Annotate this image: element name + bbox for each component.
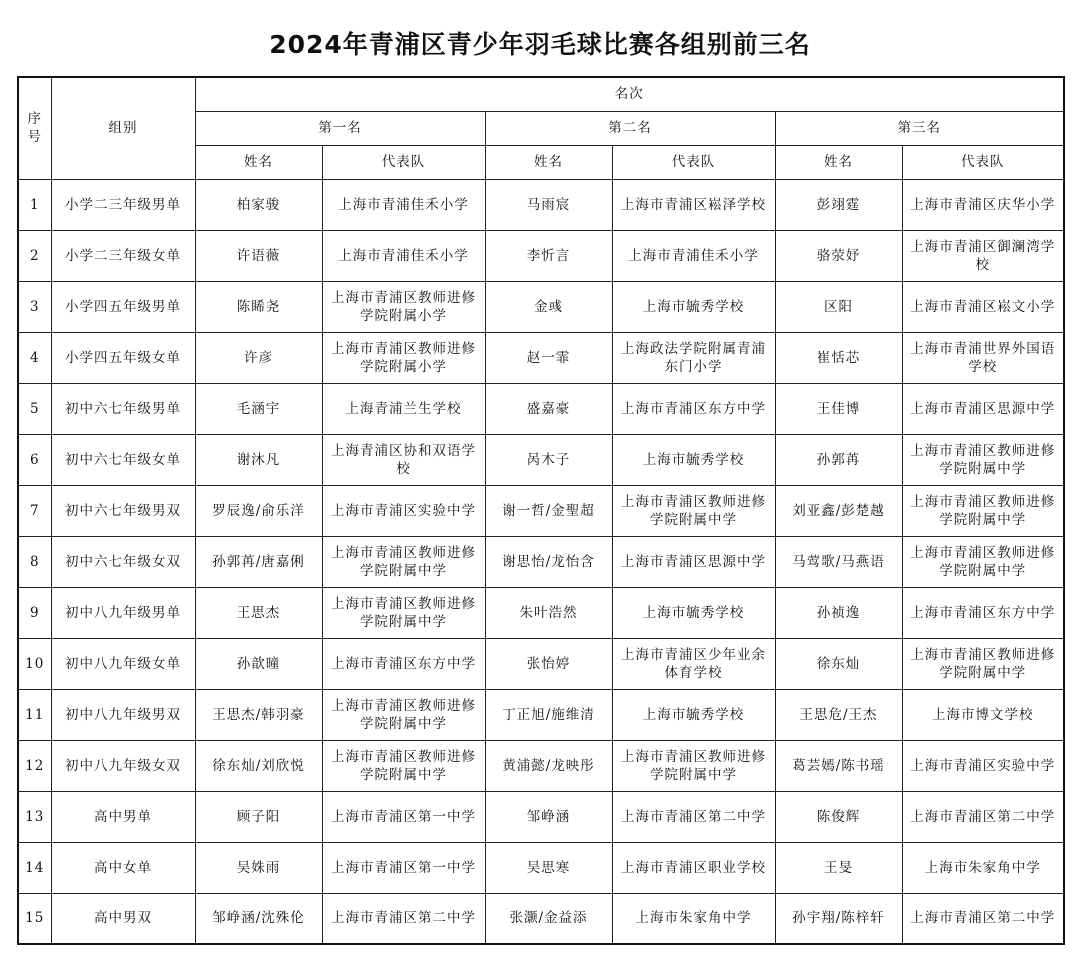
second-name-cell: 张灏/金益添 bbox=[485, 893, 612, 944]
first-team-cell: 上海市青浦区教师进修学院附属中学 bbox=[322, 587, 485, 638]
group-cell: 初中六七年级女双 bbox=[51, 536, 195, 587]
seq-cell: 2 bbox=[18, 230, 51, 281]
second-team-cell: 上海市毓秀学校 bbox=[612, 689, 775, 740]
first-name-cell: 王思杰 bbox=[195, 587, 322, 638]
group-cell: 高中女单 bbox=[51, 842, 195, 893]
first-name-cell: 罗辰逸/俞乐洋 bbox=[195, 485, 322, 536]
first-name-cell: 毛涵宇 bbox=[195, 383, 322, 434]
header-team-3: 代表队 bbox=[902, 145, 1064, 179]
second-name-cell: 盛嘉豪 bbox=[485, 383, 612, 434]
third-name-cell: 王思危/王杰 bbox=[775, 689, 902, 740]
seq-cell: 14 bbox=[18, 842, 51, 893]
second-team-cell: 上海市青浦区教师进修学院附属中学 bbox=[612, 485, 775, 536]
first-team-cell: 上海市青浦佳禾小学 bbox=[322, 230, 485, 281]
second-name-cell: 谢思怡/龙怡含 bbox=[485, 536, 612, 587]
first-team-cell: 上海市青浦区教师进修学院附属中学 bbox=[322, 536, 485, 587]
first-name-cell: 许彦 bbox=[195, 332, 322, 383]
seq-cell: 4 bbox=[18, 332, 51, 383]
group-cell: 初中八九年级男双 bbox=[51, 689, 195, 740]
header-second: 第二名 bbox=[485, 111, 775, 145]
second-name-cell: 朱叶浩然 bbox=[485, 587, 612, 638]
seq-cell: 1 bbox=[18, 179, 51, 230]
table-row bbox=[18, 332, 1064, 383]
third-name-cell: 马莺歌/马燕语 bbox=[775, 536, 902, 587]
third-team-cell: 上海市青浦区第二中学 bbox=[902, 893, 1064, 944]
group-cell: 初中八九年级女双 bbox=[51, 740, 195, 791]
seq-cell: 15 bbox=[18, 893, 51, 944]
first-team-cell: 上海市青浦区教师进修学院附属小学 bbox=[322, 281, 485, 332]
third-name-cell: 孙祯逸 bbox=[775, 587, 902, 638]
second-team-cell: 上海市青浦区少年业余体育学校 bbox=[612, 638, 775, 689]
first-team-cell: 上海市青浦区教师进修学院附属中学 bbox=[322, 689, 485, 740]
second-name-cell: 黄浦懿/龙映彤 bbox=[485, 740, 612, 791]
header-name-2: 姓名 bbox=[485, 145, 612, 179]
header-name-1: 姓名 bbox=[195, 145, 322, 179]
second-team-cell: 上海市青浦区崧泽学校 bbox=[612, 179, 775, 230]
third-name-cell: 葛芸嫣/陈书瑶 bbox=[775, 740, 902, 791]
group-cell: 初中六七年级男单 bbox=[51, 383, 195, 434]
table-row bbox=[18, 893, 1064, 944]
second-name-cell: 李忻言 bbox=[485, 230, 612, 281]
header-team-2: 代表队 bbox=[612, 145, 775, 179]
seq-cell: 5 bbox=[18, 383, 51, 434]
seq-cell: 6 bbox=[18, 434, 51, 485]
table-row bbox=[18, 740, 1064, 791]
header-row-1 bbox=[18, 77, 1064, 111]
second-name-cell: 谢一哲/金聖超 bbox=[485, 485, 612, 536]
table-row bbox=[18, 842, 1064, 893]
third-team-cell: 上海市青浦区御澜湾学校 bbox=[902, 230, 1064, 281]
third-name-cell: 孙郭苒 bbox=[775, 434, 902, 485]
third-team-cell: 上海市青浦区教师进修学院附属中学 bbox=[902, 485, 1064, 536]
results-body bbox=[18, 179, 1064, 944]
first-team-cell: 上海市青浦区教师进修学院附属小学 bbox=[322, 332, 485, 383]
second-team-cell: 上海市青浦区东方中学 bbox=[612, 383, 775, 434]
first-name-cell: 陈睎尧 bbox=[195, 281, 322, 332]
third-team-cell: 上海市青浦区崧文小学 bbox=[902, 281, 1064, 332]
second-team-cell: 上海市青浦区第二中学 bbox=[612, 791, 775, 842]
first-team-cell: 上海市青浦区第一中学 bbox=[322, 842, 485, 893]
third-name-cell: 刘亚鑫/彭楚越 bbox=[775, 485, 902, 536]
table-row bbox=[18, 434, 1064, 485]
second-team-cell: 上海市青浦区教师进修学院附属中学 bbox=[612, 740, 775, 791]
second-team-cell: 上海市朱家角中学 bbox=[612, 893, 775, 944]
table-row bbox=[18, 230, 1064, 281]
first-name-cell: 柏家骏 bbox=[195, 179, 322, 230]
third-team-cell: 上海市青浦世界外国语学校 bbox=[902, 332, 1064, 383]
third-name-cell: 陈俊辉 bbox=[775, 791, 902, 842]
second-team-cell: 上海市毓秀学校 bbox=[612, 434, 775, 485]
results-table bbox=[17, 76, 1065, 945]
header-group: 组别 bbox=[51, 77, 195, 179]
third-name-cell: 孙宇翔/陈梓轩 bbox=[775, 893, 902, 944]
second-name-cell: 张怡婷 bbox=[485, 638, 612, 689]
second-name-cell: 赵一霏 bbox=[485, 332, 612, 383]
second-team-cell: 上海市青浦区思源中学 bbox=[612, 536, 775, 587]
header-ranking: 名次 bbox=[195, 77, 1064, 111]
second-team-cell: 上海市毓秀学校 bbox=[612, 281, 775, 332]
first-team-cell: 上海市青浦区教师进修学院附属中学 bbox=[322, 740, 485, 791]
second-name-cell: 邹峥涵 bbox=[485, 791, 612, 842]
group-cell: 小学二三年级男单 bbox=[51, 179, 195, 230]
header-first: 第一名 bbox=[195, 111, 485, 145]
first-name-cell: 邹峥涵/沈殊伦 bbox=[195, 893, 322, 944]
first-team-cell: 上海市青浦区第二中学 bbox=[322, 893, 485, 944]
seq-cell: 10 bbox=[18, 638, 51, 689]
third-name-cell: 区阳 bbox=[775, 281, 902, 332]
header-third: 第三名 bbox=[775, 111, 1064, 145]
second-team-cell: 上海政法学院附属青浦东门小学 bbox=[612, 332, 775, 383]
first-name-cell: 孙歆曈 bbox=[195, 638, 322, 689]
first-name-cell: 谢沐凡 bbox=[195, 434, 322, 485]
table-row bbox=[18, 587, 1064, 638]
third-name-cell: 骆荥妤 bbox=[775, 230, 902, 281]
third-name-cell: 崔恬芯 bbox=[775, 332, 902, 383]
first-team-cell: 上海市青浦区东方中学 bbox=[322, 638, 485, 689]
first-name-cell: 许语薇 bbox=[195, 230, 322, 281]
third-name-cell: 王旻 bbox=[775, 842, 902, 893]
first-name-cell: 顾子阳 bbox=[195, 791, 322, 842]
header-name-3: 姓名 bbox=[775, 145, 902, 179]
second-name-cell: 吴思寒 bbox=[485, 842, 612, 893]
group-cell: 小学二三年级女单 bbox=[51, 230, 195, 281]
third-team-cell: 上海市青浦区教师进修学院附属中学 bbox=[902, 434, 1064, 485]
seq-cell: 11 bbox=[18, 689, 51, 740]
third-team-cell: 上海市青浦区东方中学 bbox=[902, 587, 1064, 638]
group-cell: 初中八九年级男单 bbox=[51, 587, 195, 638]
seq-cell: 7 bbox=[18, 485, 51, 536]
second-name-cell: 金彧 bbox=[485, 281, 612, 332]
third-team-cell: 上海市青浦区实验中学 bbox=[902, 740, 1064, 791]
third-team-cell: 上海市青浦区教师进修学院附属中学 bbox=[902, 638, 1064, 689]
table-row bbox=[18, 791, 1064, 842]
third-name-cell: 徐东灿 bbox=[775, 638, 902, 689]
first-team-cell: 上海青浦区协和双语学校 bbox=[322, 434, 485, 485]
first-name-cell: 王思杰/韩羽豪 bbox=[195, 689, 322, 740]
table-row bbox=[18, 689, 1064, 740]
first-team-cell: 上海市青浦区实验中学 bbox=[322, 485, 485, 536]
seq-cell: 9 bbox=[18, 587, 51, 638]
seq-cell: 13 bbox=[18, 791, 51, 842]
third-team-cell: 上海市青浦区思源中学 bbox=[902, 383, 1064, 434]
group-cell: 小学四五年级女单 bbox=[51, 332, 195, 383]
table-row bbox=[18, 536, 1064, 587]
second-team-cell: 上海市青浦佳禾小学 bbox=[612, 230, 775, 281]
third-name-cell: 王佳博 bbox=[775, 383, 902, 434]
first-team-cell: 上海市青浦区第一中学 bbox=[322, 791, 485, 842]
first-team-cell: 上海市青浦佳禾小学 bbox=[322, 179, 485, 230]
table-row bbox=[18, 281, 1064, 332]
second-name-cell: 丁正旭/施维清 bbox=[485, 689, 612, 740]
table-row bbox=[18, 383, 1064, 434]
first-name-cell: 吴姝雨 bbox=[195, 842, 322, 893]
third-name-cell: 彭翊霆 bbox=[775, 179, 902, 230]
table-row bbox=[18, 485, 1064, 536]
third-team-cell: 上海市朱家角中学 bbox=[902, 842, 1064, 893]
second-team-cell: 上海市青浦区职业学校 bbox=[612, 842, 775, 893]
seq-cell: 12 bbox=[18, 740, 51, 791]
seq-cell: 8 bbox=[18, 536, 51, 587]
group-cell: 高中男双 bbox=[51, 893, 195, 944]
third-team-cell: 上海市青浦区第二中学 bbox=[902, 791, 1064, 842]
header-seq: 序号 bbox=[18, 77, 51, 179]
page-title: 2024年青浦区青少年羽毛球比赛各组别前三名 bbox=[269, 30, 811, 59]
group-cell: 高中男单 bbox=[51, 791, 195, 842]
group-cell: 小学四五年级男单 bbox=[51, 281, 195, 332]
group-cell: 初中六七年级女单 bbox=[51, 434, 195, 485]
third-team-cell: 上海市青浦区教师进修学院附属中学 bbox=[902, 536, 1064, 587]
table-row bbox=[18, 638, 1064, 689]
first-name-cell: 徐东灿/刘欣悦 bbox=[195, 740, 322, 791]
second-team-cell: 上海市毓秀学校 bbox=[612, 587, 775, 638]
third-team-cell: 上海市博文学校 bbox=[902, 689, 1064, 740]
first-name-cell: 孙郭苒/唐嘉俐 bbox=[195, 536, 322, 587]
second-name-cell: 马雨宸 bbox=[485, 179, 612, 230]
group-cell: 初中八九年级女单 bbox=[51, 638, 195, 689]
seq-cell: 3 bbox=[18, 281, 51, 332]
third-team-cell: 上海市青浦区庆华小学 bbox=[902, 179, 1064, 230]
group-cell: 初中六七年级男双 bbox=[51, 485, 195, 536]
table-row bbox=[18, 179, 1064, 230]
first-team-cell: 上海青浦兰生学校 bbox=[322, 383, 485, 434]
header-team-1: 代表队 bbox=[322, 145, 485, 179]
second-name-cell: 呙木子 bbox=[485, 434, 612, 485]
